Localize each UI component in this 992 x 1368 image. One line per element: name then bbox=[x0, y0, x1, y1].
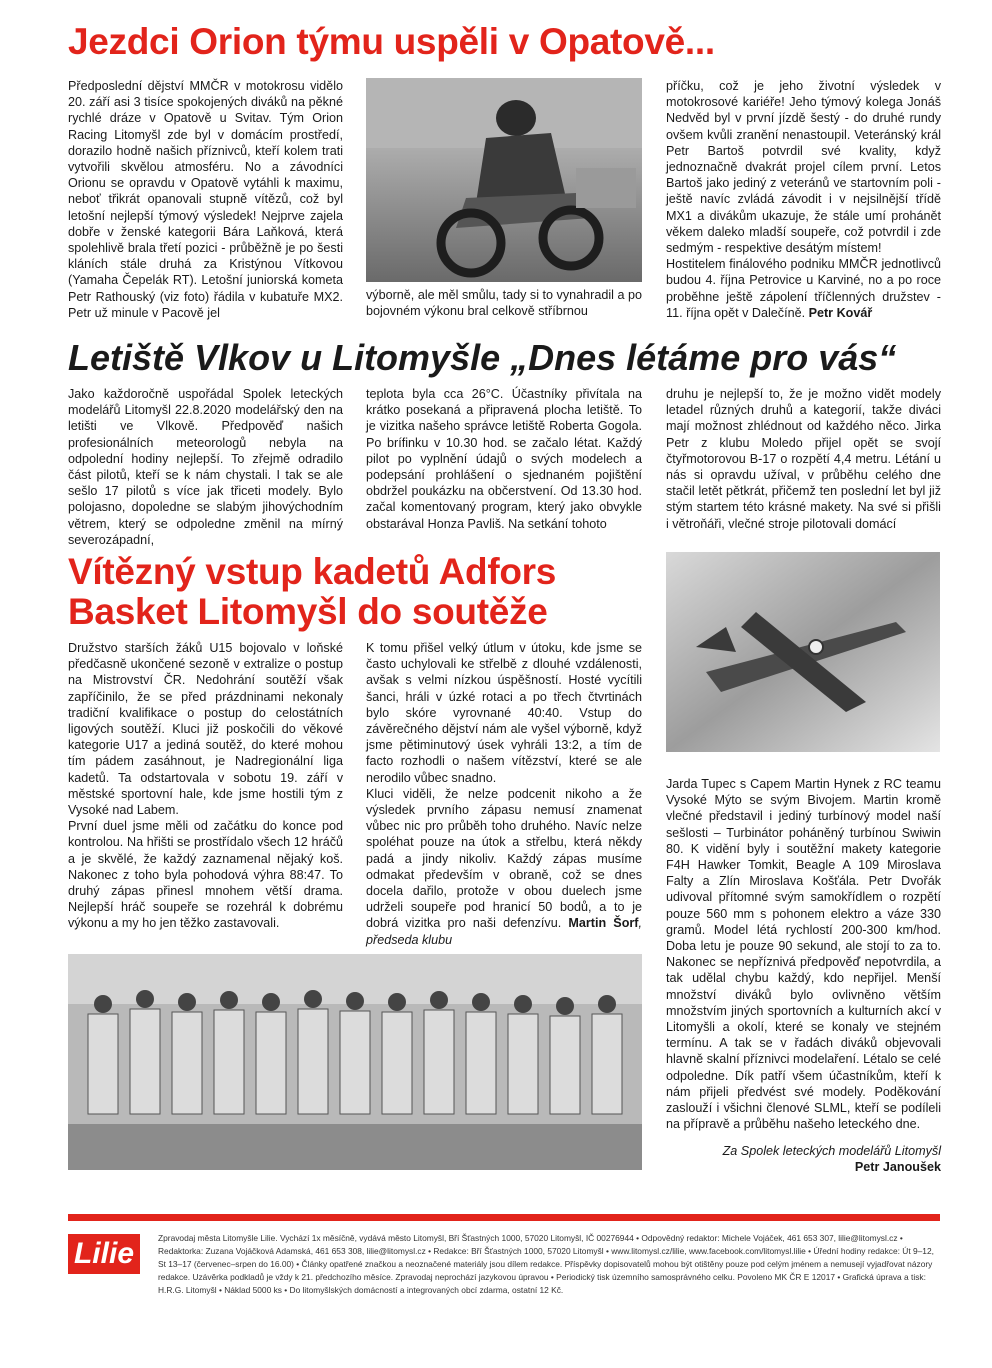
article3-col1 bbox=[68, 640, 343, 930]
article2-col2-text: teplota byla cca 26°C. Účastníky přivítala na krátko posekaná a připravená plocha letiště. To je vizitka našeho správce letiště Roberta Gogola. Po brífinku v 10.30 hod. se začalo létat. Každý pilot po vyplnění údajů o svých modelech a podepsání prohlášení o sjednaném pojištění obdržel poukázku na občerstvení. Od 13.30 hod. začal komentovaný program, který jako obvykle obstarával Honza Pavliš. Na setkání tohoto bbox=[366, 387, 642, 531]
article1-col1 bbox=[68, 78, 343, 320]
article2-col3b bbox=[666, 776, 941, 1146]
lilie-logo-text: Lilie bbox=[73, 1237, 134, 1270]
article2-col3-text: druhu je nejlepší to, že je možno vidět modely letadel různých druhů a kategorií, takže diváci mají možnost zhlédnout od každého něco. Jirka Petr z klubu Moledo přijel opět se svojí čtyřmotorovou B-17 o rozpětí 4,4 metru. Létání u nás si opravdu užíval, v průběhu celého dne stačil letět pětkrát, přičemž ten poslední let byl již stým startem této krásné makety. Na své si přišli i větroňáři, vlečné stroje pilotovali domácí bbox=[666, 387, 941, 531]
basketball-team-photo bbox=[68, 954, 642, 1170]
article1-col3-text: příčku, což je jeho životní výsledek v motokrosové kariéře! Jeho týmový kolega Jonáš Nedvěd byl v první jízdě šestý - do druhé rundy ovšem kvůli zranění nenastoupil. Veteránský král Petr Bartoš potvrdil své kvality, když jednoznačně dvakrát projel cílem první. Letos Bartoš jako jediný z veteránů ve startovním poli - ještě navíc zvládá závodit i v nejsilnější třídě MX1 a divákům ukazuje, že stále umí prohánět věkem daleko mladší soupeře, což potvrdil i zde sedmým - respektive desátým místem! bbox=[666, 79, 941, 256]
article3-author-role: , předseda klubu bbox=[366, 916, 642, 947]
article1-title: Jezdci Orion týmu uspěli v Opatově... bbox=[68, 21, 715, 62]
article1-col1-text: Předposlední dějství MMČR v motokrosu vidělo 20. září asi 3 tisíce spokojených diváků na pěkné rychlé dráze v Opatově u Svitav. Tým Orion Racing Litomyšl zde byl v domácím prostředí, dorazilo hodně našich příznivců, kteří kolem trati vytvořili skvělou atmosféru. No a závodníci Orionu se opravdu v Opatově vytáhli k maximu, neboť třikrát opanovali stupně vítězů, což byl letošní nejlepší týmový výsledek! Nejprve zajela dobře v ženské kategorii Bára Laňková, která spolehlivě brala třetí pozici - průběžně je po šesti kláních stále druhá za Kristýnou Vítkovou (Yamaha Čepelák RT). Letošní juniorská kometa Petr Rathouský (viz foto) řádila v kubatuře MX2. Petr už minule v Pacově jel bbox=[68, 79, 343, 320]
article1-author: Petr Kovář bbox=[808, 305, 873, 320]
article2-col3 bbox=[666, 386, 941, 530]
article3-col1b-text: První duel jsme měli od začátku do konce pod kontrolou. Na hřišti se prostřídalo všech 12 hráčů a je skvělé, že každý zaznamenal nějaký koš. Nakonec z toho byla pohodová výhra 88:47. To druhý zápas přinesl mnohem větší drama. Nejlepší hráč soupeře se rozehrál k dobrému výkonu a my ho jen těžko zastavovali. bbox=[68, 819, 343, 931]
lilie-logo bbox=[68, 1234, 140, 1274]
footer-imprint: Zpravodaj města Litomyšle Lilie. Vychází 1x měsíčně, vydává město Litomyšl, Bří Šťastných 1000, 57020 Litomyšl, IČ 00276944 • Odpovědný redaktor: Michele Vojáček, 461 653 307, lilie@litomysl.cz • Redaktorka: Zuzana Vojáčková Adamská, 461 653 308, lilie@litomysl.cz • Redakce: Bří Šťastných 1000, 57020 Litomyšl • www.litomysl.cz/lilie, www.facebook.com/litomysl.lilie • Úřední hodiny redakce: Út 9–12, St 13–17 (červenec–srpen do 16.00) • Články opatřené značkou a neoznačené materiály jsou dílem redakce. Příspěvky dopisovatelů mohou být otištěny pouze pod celým jménem a nemusejí vyjadřovat názory redakce. Uzávěrka podkladů je vždy k 21. předchozího měsíce. Zpravodaj neprochází jazykovou úpravou • Periodický tisk územního samosprávného celku. Povoleno MK ČR E 12017 • Grafická úprava a tisk: H.R.G. Litomyšl • Náklad 5000 ks • Do litomyšlských domácností a integrovaných obcí zdarma, ostatní 12 Kč. bbox=[158, 1233, 934, 1295]
article2-author: Petr Janoušek bbox=[854, 1160, 941, 1175]
article3-title-line2: Basket Litomyšl do soutěže bbox=[68, 591, 548, 632]
motocross-rider-image bbox=[366, 78, 642, 282]
article3-title bbox=[68, 552, 648, 632]
article3-title-line1: Vítězný vstup kadetů Adfors bbox=[68, 551, 557, 592]
basketball-team-image bbox=[68, 954, 642, 1170]
b17-plane-image bbox=[666, 552, 940, 752]
article2-col2 bbox=[366, 386, 642, 530]
article3-col1a-text: Družstvo starších žáků U15 bojovalo v loňské předčasně ukončené sezoně v extralize o postup na Mistrovství ČR. Nedohrání soutěží však zapříčinilo, že se před prázdninami nekonaly tradiční kvalifikace o postup do celostátních ligových soutěží. Kluci již poskočili do věkové kategorie U17 a jediná soutěž, do které mohou tím pádem zasáhnout, je Nadregionální liga kadetů. Ta odstartovala v sobotu 19. září v městské sportovní hale, kde jsme hostili tým z Vysoké nad Labem. bbox=[68, 641, 343, 818]
article1-col2 bbox=[366, 287, 642, 321]
article2-author-line: Za Spolek leteckých modelářů Litomyšl bbox=[722, 1144, 941, 1158]
article1-col2-text: výborně, ale měl smůlu, tady si to vynahradil a po bojovném výkonu bral celkově stříbrnou bbox=[366, 288, 642, 319]
motocross-photo bbox=[366, 78, 642, 282]
b17-plane-photo bbox=[666, 552, 940, 752]
article2-col1-text: Jako každoročně uspořádal Spolek leteckých modelářů Litomyšl 22.8.2020 modelářský den na letišti ve Vlkově. Předpověď našich profesionálních meteorologů nebyla na odpolední hodiny nejlepší. To zřejmě odradilo část pilotů, kteří se k nám chystali. I tak se ale sešlo 17 pilotů s více jak třiceti modely. Bylo polojasno, dopoledne se slabým jihovýchodním větrem, který se odpoledne změnil na mírný severozápadní, bbox=[68, 387, 343, 547]
article2-signature bbox=[666, 1143, 941, 1175]
article1-col3b-text: Hostitelem finálového podniku MMČR jednotlivců budou 4. října Petrovice u Karviné, no a po roce proběhne ještě zápolení tříčlenných družstev - 11. října opět v Dalečíně. bbox=[666, 257, 941, 320]
article1-col3 bbox=[666, 78, 941, 322]
article2-col1 bbox=[68, 386, 343, 547]
article3-col2b-text: Kluci viděli, že nelze podcenit nikoho a že výsledek prvního zápasu nemusí znamenat vůbec nic pro průběh toho druhého. Navíc nelze spoléhat pouze na útok a střelbu, která někdy padá a jindy nikoliv. Každý zápas musíme odmakat především v obraně, což se dnes docela dařilo, protože v obou duelech jsme udrželi soupeře pod hranicí 50 bodů, a to je dobrá vizitka pro naši defenzívu. bbox=[366, 786, 642, 931]
footer-rule bbox=[68, 1214, 940, 1221]
article3-author: Martin Šorf bbox=[568, 916, 639, 931]
article2-col3b-text: Jarda Tupec s Capem Martin Hynek z RC teamu Vysoké Mýto se svým Bivojem. Martin kromě vlečné představil i jediný turbínový model naší sešlosti – Turbinátor poháněný turbínou Swiwin 80. K vidění byly i soutěžní makety kategorie F4H Hawker Tomkit, Beagle A 109 Miroslava Falty a Zlín Miroslava Košťála. Petr Dvořák udivoval přítomné svým samokřídlem o rozpětí pouze 560 mm s pohonem elektro a váze 330 gramů. Model létá rychlostí 200-300 km/hod. Doba letu je pouze 90 sekund, ale stojí to za to. Nakonec se nepříznivá předpověď nepotvrdila, a tak udělal chybu každý, kdo nepřijel. Menší množství diváků bylo ovlivněno větším množstvím jiných sportovních a kulturních akcí v Litomyšli a okolí, které se konaly ve stejném termínu. A tak se v řadách diváků objevovali hlavně skalní příznivci modelaření. Létalo se celé odpoledne. Dík patří všem účastníkům, kteří k nám přijeli předvést své modely. Poděkování zaslouží i všichni členové SLML, kteří se podíleli na přípravě a průběhu našeho leteckého dne. bbox=[666, 777, 941, 1132]
article3-col2 bbox=[366, 640, 642, 947]
article3-col2a-text: K tomu přišel velký útlum v útoku, kde jsme se často uchylovali ke střelbě z dlouhé vzdálenosti, avšak s velmi nízkou úspěšností. Hosté vycítili šanci, hráli v úzké rotaci a po třech čtvrtinách bylo skóre vyrovnané 40:40. Vstup do závěrečného dějství nám ale vyšel výborně, když jsme pětiminutový úsek vyhráli 13:2, a tím de facto rozhodli o našem vítězství, které se ale nerodilo vůbec snadno. bbox=[366, 641, 642, 785]
article2-title: Letiště Vlkov u Litomyšle „Dnes létáme pro vás“ bbox=[68, 337, 897, 378]
